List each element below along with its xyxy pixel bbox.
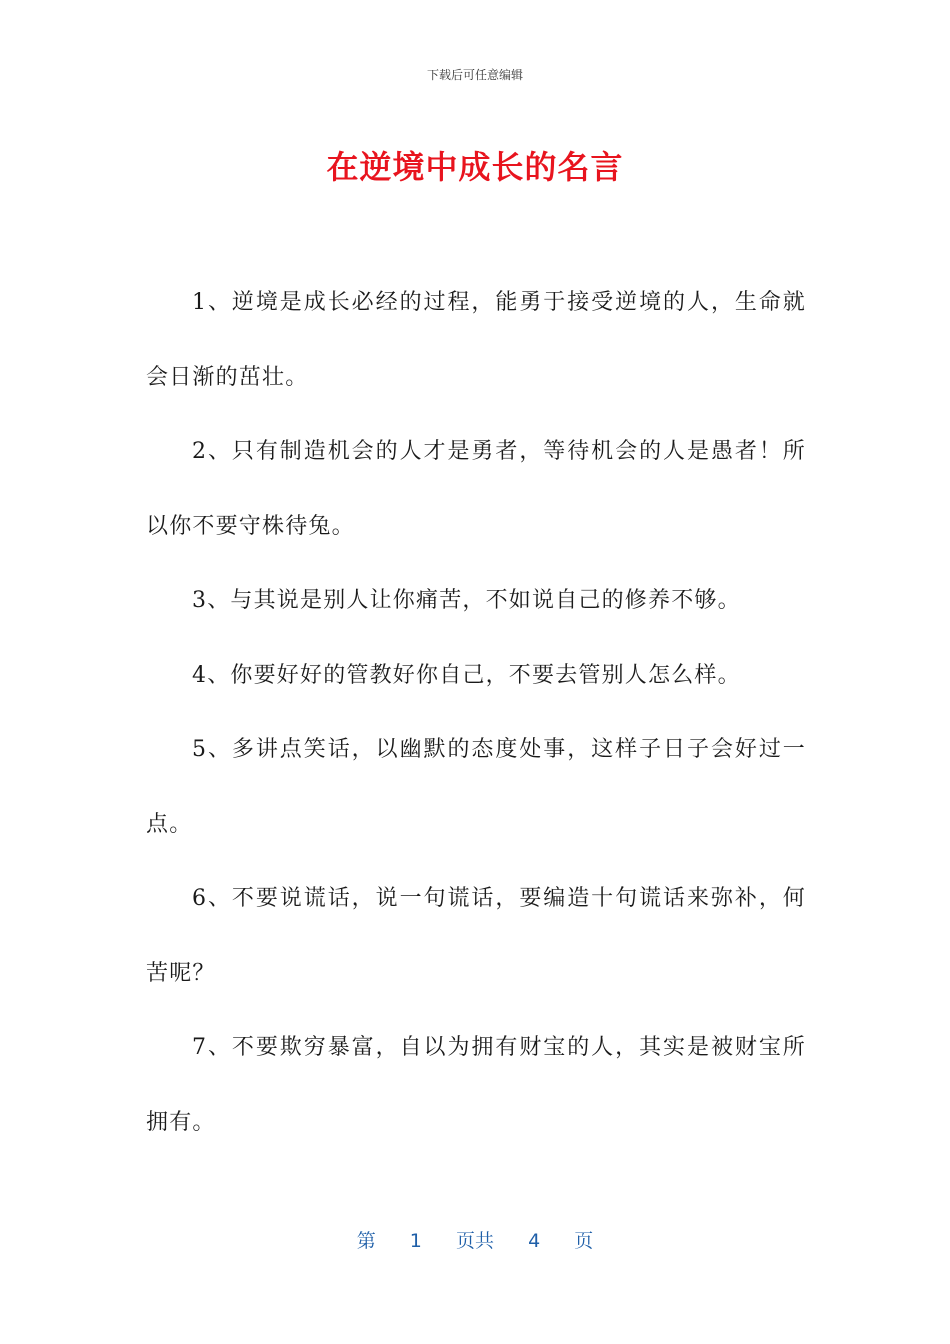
quote-paragraph: 2、只有制造机会的人才是勇者，等待机会的人是愚者！所以你不要守株待兔。 xyxy=(146,439,806,539)
quote-paragraph: 6、不要说谎话，说一句谎话，要编造十句谎话来弥补，何苦呢？ xyxy=(146,886,806,986)
page-prefix: 第 xyxy=(356,1230,376,1252)
header-note: 下载后可任意编辑 xyxy=(426,68,523,82)
quote-paragraph: 3、与其说是别人让你痛苦，不如说自己的修养不够。 xyxy=(192,588,741,613)
quote-paragraph: 4、你要好好的管教好你自己，不要去管别人怎么样。 xyxy=(192,662,741,688)
page-suffix: 页 xyxy=(574,1230,594,1252)
page-footer xyxy=(0,1226,950,1253)
page-total-label: 页共 xyxy=(455,1230,494,1252)
quote-paragraph: 7、不要欺穷暴富，自以为拥有财宝的人，其实是被财宝所拥有。 xyxy=(146,1035,806,1135)
page-current-number: 1 xyxy=(409,1230,422,1252)
page-total-number: 4 xyxy=(528,1230,541,1252)
document-body xyxy=(146,266,806,1160)
quote-paragraph: 5、多讲点笑话，以幽默的态度处事，这样子日子会好过一点。 xyxy=(146,737,806,837)
quote-paragraph: 1、逆境是成长必经的过程，能勇于接受逆境的人，生命就会日渐的茁壮。 xyxy=(146,290,806,390)
document-title: 在逆境中成长的名言 xyxy=(326,148,624,186)
